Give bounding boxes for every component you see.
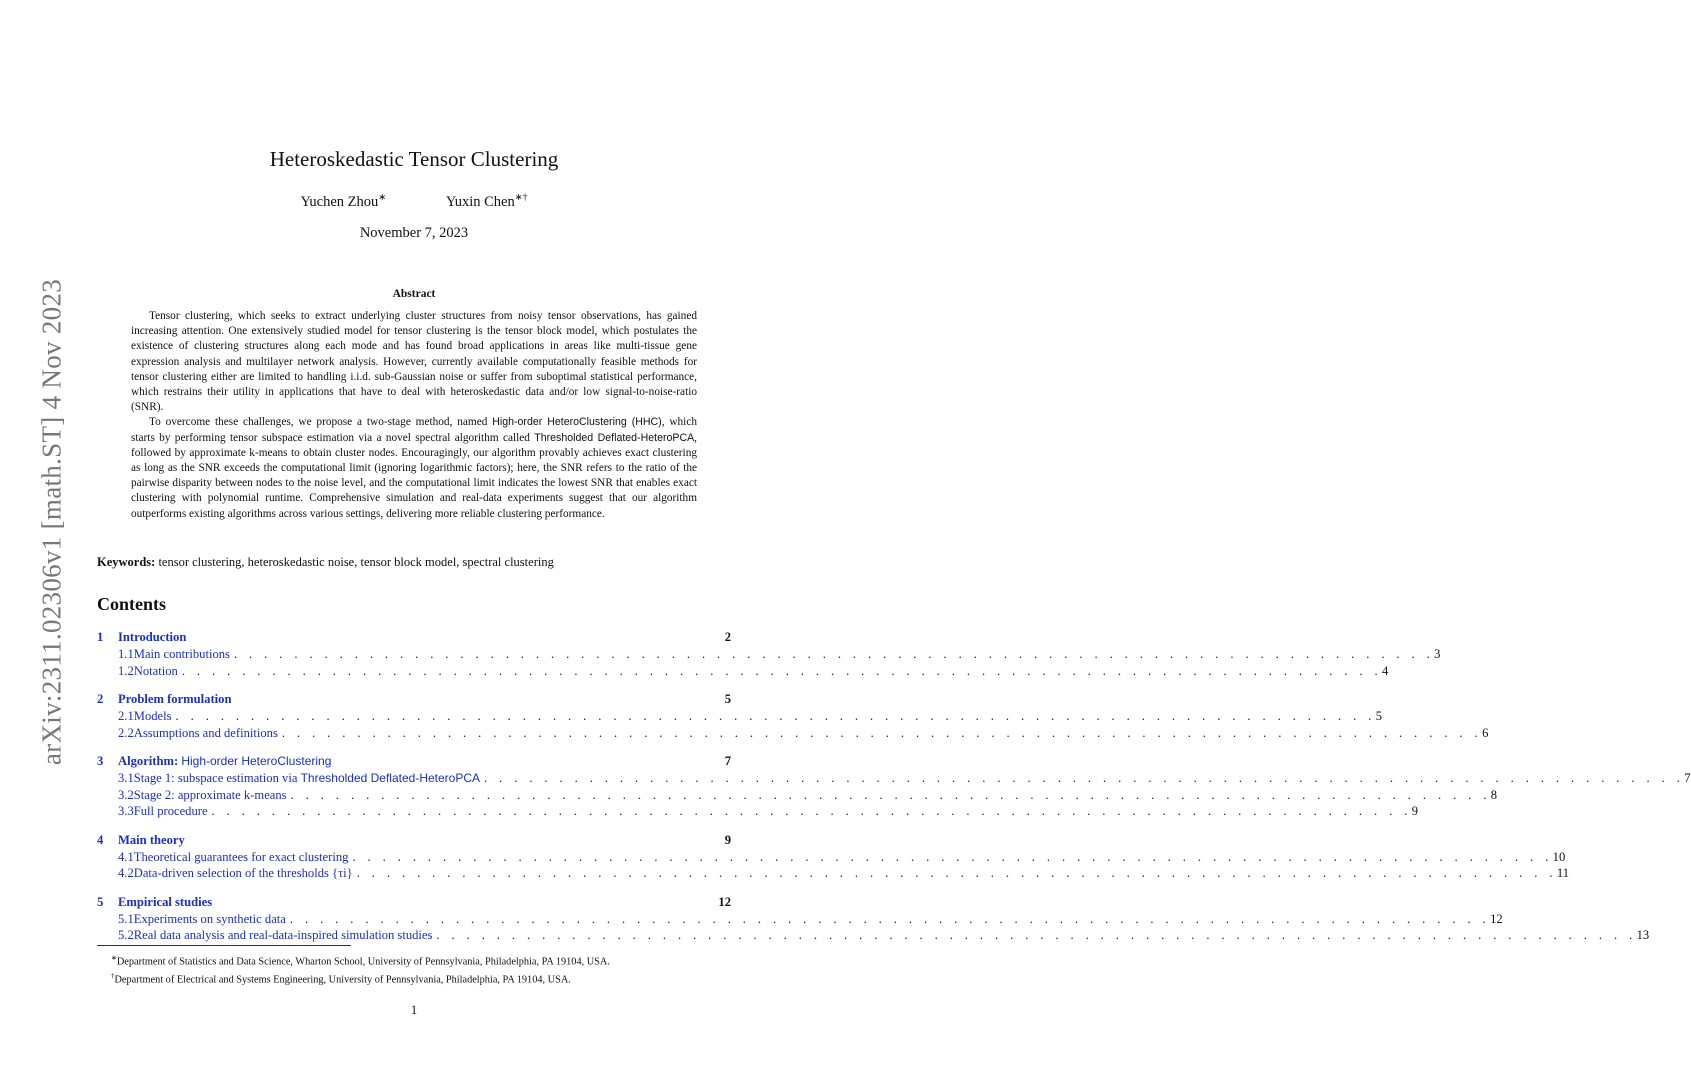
toc-subsection-page: 3 xyxy=(1434,647,1441,661)
toc-subsection-page: 10 xyxy=(1552,849,1566,864)
toc-gap xyxy=(97,882,731,894)
toc-subsection-label xyxy=(134,849,353,866)
toc-subsection-1.1[interactable] xyxy=(97,646,1441,663)
footnote-1-text: Department of Statistics and Data Science, Wharton School, University of Pennsylvania, Philadelphia, PA 19104, USA. xyxy=(116,956,610,968)
toc-subsection-label xyxy=(134,803,212,820)
toc-subsection-page: 7 xyxy=(1684,771,1691,785)
toc-section-label xyxy=(118,753,701,770)
toc-section-page: 7 xyxy=(724,754,731,768)
toc-subsection-label xyxy=(134,646,234,663)
toc-leader-dots: . . . . . . . . . . . . . . . . . . . . . . . . . . . . . . . . . . . . . . . . . . . . . . . . . . . . . . . . . . . . . . . . . . . . . . . . . . . . . . . . xyxy=(484,771,1685,785)
toc-subsection-label-text: Theoretical guarantees for exact clustering xyxy=(133,849,349,864)
toc-section-5[interactable] xyxy=(97,894,731,911)
author-list xyxy=(0,192,828,211)
toc-subsection-page: 6 xyxy=(1482,725,1489,740)
toc-subsection-label xyxy=(134,708,176,725)
contents-heading: Contents xyxy=(97,594,167,614)
toc-subsection-label-text: Stage 1: subspace estimation via xyxy=(133,771,301,785)
toc-subsection-label xyxy=(134,865,357,882)
toc-subsection-label xyxy=(134,663,182,680)
toc-subsection-number: 1.1 xyxy=(118,647,134,661)
toc-subsection-page: 4 xyxy=(1382,663,1389,678)
abstract-p2-part-a: To overcome these challenges, we propose a two-stage method, named xyxy=(149,416,493,429)
keywords-label: Keywords: xyxy=(97,555,156,569)
author-1 xyxy=(301,192,387,211)
author-2 xyxy=(446,192,528,211)
author-2-name: Yuxin Chen xyxy=(445,193,515,210)
toc-subsection-page: 12 xyxy=(1490,911,1503,926)
toc-subsection-4.2[interactable] xyxy=(97,865,1570,882)
toc-subsection-5.2[interactable] xyxy=(97,927,1650,944)
paper-date: November 7, 2023 xyxy=(359,225,469,241)
toc-subsection-number: 2.1 xyxy=(118,709,134,723)
toc-leader-dots: . . . . . . . . . . . . . . . . . . . . . . . . . . . . . . . . . . . . . . . . . . . . . . . . . . . . . . . . . . . . . . . . . . . . . . . . . . . . . . . . xyxy=(290,787,1491,802)
toc-section-label-method: High-order HeteroClustering xyxy=(181,754,332,768)
toc-subsection-number: 4.2 xyxy=(118,866,134,880)
toc-subsection-label-text: Main contributions xyxy=(133,647,230,661)
toc-section-number: 5 xyxy=(97,894,104,909)
toc-subsection-number: 3.2 xyxy=(118,787,134,802)
footnote-2-text: Department of Electrical and Systems Engineering, University of Pennsylvania, Philadelphia, PA 19104, USA. xyxy=(114,974,571,986)
toc-section-label-text: Empirical studies xyxy=(118,894,213,909)
toc-gap xyxy=(97,741,731,753)
toc-section-page: 5 xyxy=(724,692,731,706)
toc-leader-dots: . . . . . . . . . . . . . . . . . . . . . . . . . . . . . . . . . . . . . . . . . . . . . . . . . . . . . . . . . . . . . . . . . . . . . . . . . . . . . . . . xyxy=(356,866,1557,880)
toc-subsection-label xyxy=(134,787,291,804)
toc-section-number: 2 xyxy=(97,692,104,706)
toc-subsection-label-text: Models xyxy=(133,709,172,723)
toc-section-1[interactable] xyxy=(97,629,731,646)
toc-section-3[interactable] xyxy=(97,753,731,770)
table-of-contents xyxy=(97,629,1691,944)
abstract-p2-part-b: , which starts by performing tensor subspace estimation via a novel spectral algorithm called xyxy=(131,416,697,444)
toc-subsection-page: 13 xyxy=(1636,928,1650,942)
toc-leader-dots: . . . . . . . . . . . . . . . . . . . . . . . . . . . . . . . . . . . . . . . . . . . . . . . . . . . . . . . . . . . . . . . . . . . . . . . . . . . . . . . . xyxy=(175,709,1376,723)
toc-subsection-label-text: Real data analysis and real-data-inspired simulation studies xyxy=(133,928,433,942)
toc-leader-dots: . . . . . . . . . . . . . . . . . . . . . . . . . . . . . . . . . . . . . . . . . . . . . . . . . . . . . . . . . . . . . . . . . . . . . . . . . . . . . . . . xyxy=(211,804,1412,818)
toc-gap xyxy=(97,820,731,832)
toc-section-label-text: Main theory xyxy=(118,832,185,847)
keywords xyxy=(97,555,737,570)
toc-section-label xyxy=(118,832,701,849)
toc-subsection-label xyxy=(134,770,484,787)
toc-leader-dots: . . . . . . . . . . . . . . . . . . . . . . . . . . . . . . . . . . . . . . . . . . . . . . . . . . . . . . . . . . . . . . . . . . . . . . . . . . . . . . . . xyxy=(233,647,1435,661)
toc-subsection-number: 5.2 xyxy=(118,928,134,942)
toc-section-2[interactable] xyxy=(97,691,731,708)
toc-subsection-number: 3.1 xyxy=(118,771,134,785)
toc-subsection-1.2[interactable] xyxy=(97,663,1389,680)
toc-subsection-label xyxy=(134,725,282,742)
toc-subsection-label-text: Notation xyxy=(133,663,178,678)
page-number: 1 xyxy=(410,1003,418,1017)
toc-section-page: 9 xyxy=(724,832,731,847)
toc-section-label xyxy=(118,629,701,646)
toc-subsection-label-method: Thresholded Deflated-HeteroPCA xyxy=(300,771,481,785)
toc-subsection-page: 9 xyxy=(1411,804,1419,818)
toc-subsection-4.1[interactable] xyxy=(97,849,1566,866)
toc-subsection-3.2[interactable] xyxy=(97,787,1498,804)
toc-subsection-number: 4.1 xyxy=(118,849,134,864)
toc-subsection-page: 5 xyxy=(1375,709,1383,723)
keywords-text: tensor clustering, heteroskedastic noise, tensor block model, spectral clustering xyxy=(158,555,554,569)
abstract-paragraph-2 xyxy=(131,415,697,521)
toc-section-4[interactable] xyxy=(97,832,731,849)
toc-gap xyxy=(97,679,731,691)
toc-subsection-page: 8 xyxy=(1490,787,1498,802)
abstract-p2-part-c: , followed by approximate k-means to obtain cluster nodes. Encouragingly, our algorithm provably achieves exact clustering as long as the SNR exceeds the computational limit (ignoring logarithmic factors); here, the SNR refers to the ratio of the pairwise disparity between nodes to the noise level, and the computational limit indicates the lowest SNR that enables exact clustering with polynomial runtime. Comprehensive simulation and real-data experiments suggest that our algorithm outperforms existing algorithms across various settings, delivering more reliable clustering performance. xyxy=(131,431,697,520)
footnote-rule xyxy=(97,945,351,946)
toc-subsection-label-text: Assumptions and definitions xyxy=(133,725,278,740)
footnotes xyxy=(111,951,751,988)
toc-section-label-text: Problem formulation xyxy=(118,692,232,706)
toc-subsection-3.1[interactable] xyxy=(97,770,1691,787)
footnote-2-mark: † xyxy=(111,972,115,981)
toc-section-number: 3 xyxy=(97,754,104,768)
method-name-tdh: Thresholded Deflated-HeteroPCA xyxy=(534,431,695,444)
toc-subsection-2.1[interactable] xyxy=(97,708,1383,725)
toc-section-number: 4 xyxy=(97,832,104,847)
toc-subsection-3.3[interactable] xyxy=(97,803,1419,820)
toc-section-label-text: Algorithm: xyxy=(118,754,182,768)
toc-subsection-label xyxy=(134,927,437,944)
author-1-marks: ∗ xyxy=(378,193,387,203)
paper-title: Heteroskedastic Tensor Clustering xyxy=(269,147,559,171)
toc-subsection-label-text: Full procedure xyxy=(133,804,208,818)
toc-section-number: 1 xyxy=(97,630,104,644)
toc-subsection-label-text: Data-driven selection of the thresholds {τi} xyxy=(133,866,353,880)
toc-leader-dots: . . . . . . . . . . . . . . . . . . . . . . . . . . . . . . . . . . . . . . . . . . . . . . . . . . . . . . . . . . . . . . . . . . . . . . . . . . . . . . . . xyxy=(352,849,1553,864)
toc-subsection-2.2[interactable] xyxy=(97,725,1489,742)
author-2-marks: ∗† xyxy=(514,193,528,203)
abstract-body xyxy=(131,309,697,522)
toc-subsection-number: 1.2 xyxy=(118,663,134,678)
toc-section-page: 12 xyxy=(718,894,731,909)
toc-leader-dots: . . . . . . . . . . . . . . . . . . . . . . . . . . . . . . . . . . . . . . . . . . . . . . . . . . . . . . . . . . . . . . . . . . . . . . . . . . . . . . . . xyxy=(281,725,1483,740)
toc-subsection-label-text: Stage 2: approximate k-means xyxy=(133,787,287,802)
toc-subsection-number: 2.2 xyxy=(118,725,134,740)
toc-section-page: 2 xyxy=(724,630,731,644)
author-1-name: Yuchen Zhou xyxy=(300,193,379,210)
toc-subsection-page: 11 xyxy=(1556,866,1570,880)
toc-section-label xyxy=(118,894,701,911)
toc-section-label xyxy=(118,691,701,708)
footnote-1 xyxy=(111,951,751,969)
footnote-2 xyxy=(111,969,751,987)
toc-subsection-number: 3.3 xyxy=(118,804,134,818)
method-name-hhc: High-order HeteroClustering (HHC) xyxy=(492,416,662,429)
abstract-paragraph-1: Tensor clustering, which seeks to extract underlying cluster structures from noisy tensor observations, has gained increasing attention. One extensively studied model for tensor clustering is the tensor block model, which postulates the existence of clustering structures along each mode and has found broad applications in areas like multi-tissue gene expression analysis and multilayer network analysis. However, currently available computationally feasible methods for tensor clustering either are limited to handling i.i.d. sub-Gaussian noise or suffer from suboptimal statistical performance, which restrains their utility in applications that have to deal with heteroskedastic data and/or low signal-to-noise-ratio (SNR). xyxy=(131,310,697,414)
toc-section-label-text: Introduction xyxy=(118,630,187,644)
arxiv-stamp: arXiv:2311.02306v1 [math.ST] 4 Nov 2023 xyxy=(36,278,67,766)
toc-subsection-label-text: Experiments on synthetic data xyxy=(133,911,286,926)
toc-leader-dots: . . . . . . . . . . . . . . . . . . . . . . . . . . . . . . . . . . . . . . . . . . . . . . . . . . . . . . . . . . . . . . . . . . . . . . . . . . . . . . . . xyxy=(181,663,1383,678)
toc-subsection-5.1[interactable] xyxy=(97,911,1503,928)
toc-leader-dots: . . . . . . . . . . . . . . . . . . . . . . . . . . . . . . . . . . . . . . . . . . . . . . . . . . . . . . . . . . . . . . . . . . . . . . . . . . . . . . . . xyxy=(289,911,1491,926)
toc-subsection-label xyxy=(134,911,290,928)
toc-leader-dots: . . . . . . . . . . . . . . . . . . . . . . . . . . . . . . . . . . . . . . . . . . . . . . . . . . . . . . . . . . . . . . . . . . . . . . . . . . . . . . . . xyxy=(436,928,1637,942)
abstract-heading: Abstract xyxy=(392,288,436,300)
toc-subsection-number: 5.1 xyxy=(118,911,134,926)
footnote-1-mark: ∗ xyxy=(111,954,117,962)
